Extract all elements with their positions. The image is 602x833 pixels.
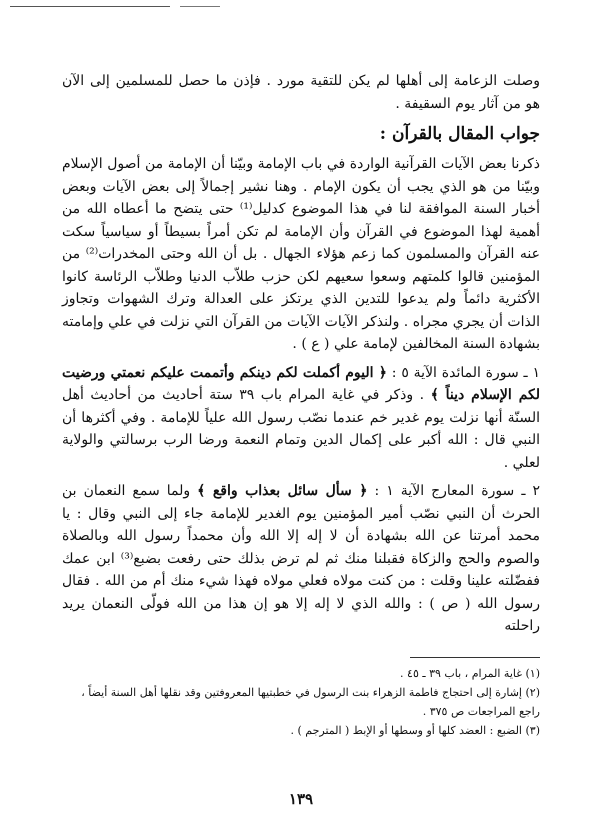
item-1-lead: ١ ـ سورة المائدة الآية ٥ : bbox=[391, 364, 540, 381]
item-2-text: ولما سمع النعمان بن الحرث أن النبي نصّب أمير المؤمنين يوم الغدير للإمامة جاء إلى النبي وقال : يا محمد أمرتنا عن الله بشهادة أن لا إله إلا الله وأن محمداً رسول الله وبالصلاة والصوم والحج والزكاة فقبلنا منك ثم لم ترض بذلك حتى رفعت بضبع⁽³⁾ ابن عمك ففضّلته علينا وقلت : من كنت مولاه فعلي مولاه فهذا شيء منك أم من الله . فقال رسول الله ( ص ) : والله الذي لا إله إلا هو إن هذا من الله فولّى النعمان يريد راحلته bbox=[62, 483, 540, 634]
header-rule bbox=[10, 6, 170, 7]
footnote-1: (١) غاية المرام ، باب ٣٩ ـ ٤٥ . bbox=[400, 667, 540, 680]
item-2-lead: ٢ ـ سورة المعارج الآية ١ : bbox=[374, 483, 540, 499]
main-paragraph: ذكرنا بعض الآيات القرآنية الواردة في باب الإمامة وبيّنا أن الإمامة من أصول الإسلام وبيّنا من هو الذي يجب أن يكون الإمام . وهنا نشير إجمالاً إلى بعض الآيات وبعض أخبار السنة الموافقة لنا في هذا الموضوع كدليل⁽¹⁾ حتى يتضح ما أعطاه الله من أهمية لهذا الموضوع في القرآن وأن الإمامة لم تكن أمراً بسيطاً أو سياسياً سكت عنه القرآن والمسلمون كما زعم هؤلاء الجهال . بل أن الله وحتى المخدرات⁽²⁾ من المؤمنين قالوا كلمتهم وسعوا سعيهم لكن حزب طلاّب الدنيا وطلاّب الرئاسة كانوا الأكثرية دائماً ولم يدعوا للتدين الذي يرتكز على العدالة وترك الشهوات وتجاوز الذات أن يجري مجراه . ولنذكر الآيات الآيات من القرآن التي نزلت في علي وإمامته بشهادة السنة المخالفين لإمامة علي ( ع ) . bbox=[62, 156, 540, 352]
footnote-2: (٢) إشارة إلى احتجاج فاطمة الزهراء بنت الرسول في خطبتيها المعروفتين وقد نقلها أهل السنة أيضاً ، راجع المراجعات ص ٣٧٥ . bbox=[81, 686, 540, 718]
section-heading: جواب المقال بالقرآن : bbox=[379, 124, 540, 144]
intro-paragraph: وصلت الزعامة إلى أهلها لم يكن للتقية مورد . فإذن ما حصل للمسلمين إلى الآن هو من آثار يوم السقيفة . bbox=[62, 73, 540, 112]
footnote-3: (٣) الضبع : العضد كلها أو وسطها أو الإبط ( المترجم ) . bbox=[290, 724, 540, 737]
item-1-quote: ﴿ اليوم أكملت لكم دينكم وأتممت عليكم نعمتي ورضيت لكم الإسلام ديناً ﴾ bbox=[62, 364, 541, 403]
item-2 bbox=[62, 480, 540, 638]
page-number: ١٣٩ bbox=[288, 790, 314, 808]
main-text bbox=[62, 70, 540, 638]
item-1-text: . وذكر في غاية المرام باب ٣٩ ستة أحاديث من أحاديث أهل السنّة أنها نزلت يوم غدير خم عندما نصّب رسول الله علياً للإمامة . وفي أكثرها أن النبي قال : الله أكبر على إكمال الدين وتمام النعمة ورضا الرب برسالتي والولاية لعلي . bbox=[62, 387, 540, 471]
footnote-rule bbox=[410, 657, 540, 658]
item-2-quote: ﴿ سأل سائل بعذاب واقع ﴾ bbox=[197, 483, 368, 499]
footnotes bbox=[62, 657, 540, 740]
item-1 bbox=[62, 362, 540, 475]
header-rule-short bbox=[180, 6, 220, 7]
